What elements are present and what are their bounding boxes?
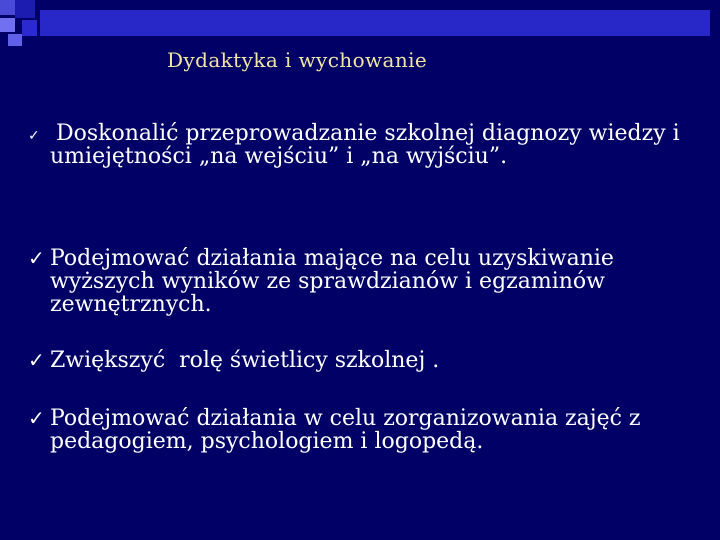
checkmark-icon: ✓ (28, 246, 45, 270)
bullet-item (28, 122, 708, 168)
bullet-text: Zwiększyć rolę świetlicy szkolnej . (50, 348, 440, 373)
decorative-square (0, 0, 15, 15)
bullet-item (28, 349, 708, 372)
bullet-text: Doskonalić przeprowadzanie szkolnej diagnozy wiedzy i umiejętności „na wejściu” i „na wyjściu”. (50, 121, 680, 169)
decorative-square (0, 18, 15, 32)
slide-title: Dydaktyka i wychowanie (167, 48, 428, 72)
decorative-square (15, 0, 35, 18)
bullet-item (28, 247, 708, 316)
checkmark-icon: ✓ (28, 406, 45, 430)
decorative-square (8, 34, 22, 46)
bullet-text: Podejmować działania mające na celu uzyskiwanie wyższych wyników ze sprawdzianów i egzaminów zewnętrznych. (50, 246, 614, 317)
decorative-square (22, 20, 37, 36)
checkmark-icon: ✓ (28, 348, 45, 372)
header-bar (40, 10, 710, 36)
checkmark-icon: ✓ (28, 128, 40, 144)
bullet-item (28, 407, 708, 453)
bullet-text: Podejmować działania w celu zorganizowania zajęć z pedagogiem, psychologiem i logopedą. (50, 406, 641, 454)
